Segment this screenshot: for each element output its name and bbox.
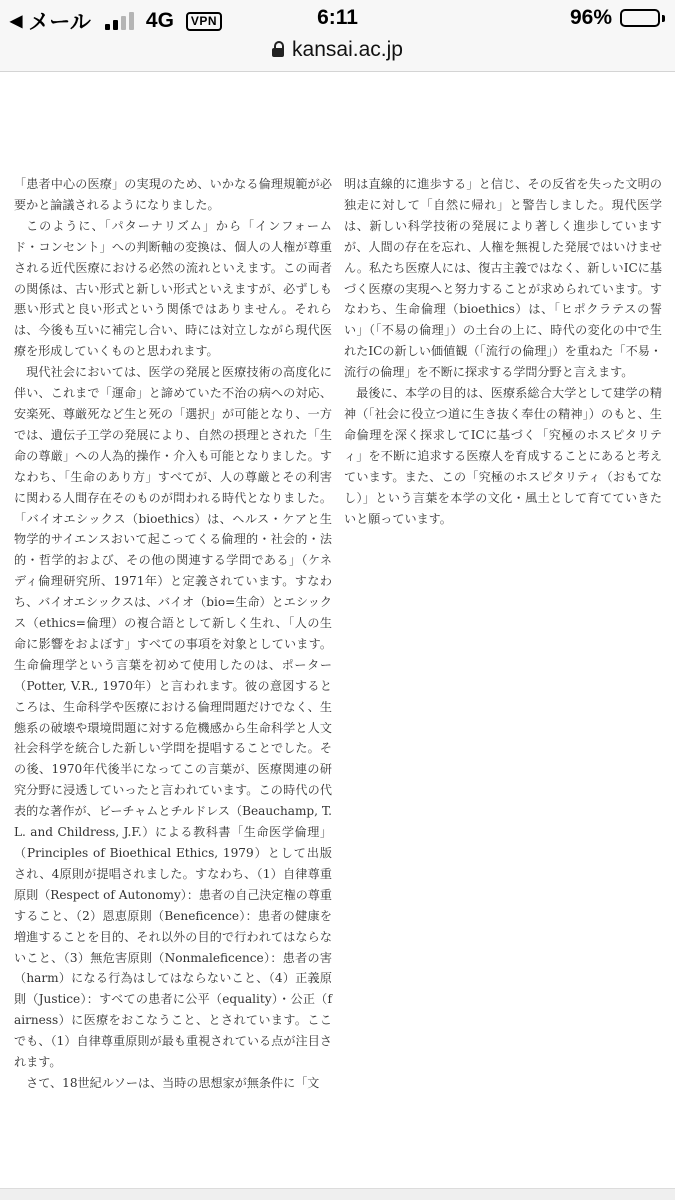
clock: 6:11: [317, 6, 358, 29]
paragraph: 明は直線的に進歩する」と信じ、その反省を失った文明の独走に対して「自然に帰れ」と警告しました。現代医学は、新しい科学技術の発展により著しく進歩していますが、人間の存在を忘れ、人権を無視した発展ではいけません。私たち医療人には、復古主義ではなく、新しいICに基づく医療の実現へと努力することが求められています。すなわち、生命倫理（bioethics）は、「ヒポクラテスの誓い」（「不易の倫理」）の土台の上に、時代の変化の中で生れたICの新しい価値観（「流行の倫理」）を重ねた「不易・流行の倫理」を不断に探求する学問分野と言えます。: [344, 177, 662, 380]
right-column: [344, 174, 662, 529]
paragraph: さて、18世紀ルソーは、当時の思想家が無条件に「文: [26, 1075, 320, 1090]
url-domain: kansai.ac.jp: [292, 38, 403, 61]
paragraph: このように、「パターナリズム」から「インフォームド・コンセント」への判断軸の変換は、個人の人権が尊重される近代医療における必然の流れといえます。この両者の関係は、古い形式と新しい形式といえますが、必ずしも悪い形式と良い形式という関係ではありません。それらは、今後も互いに補完し合い、時には対立しながら現代医療を形成していくものと思われます。: [14, 218, 332, 359]
network-type: 4G: [145, 9, 174, 32]
bottom-toolbar: [0, 1188, 675, 1200]
back-arrow-icon: ◀: [10, 13, 23, 30]
back-label: メール: [28, 11, 91, 34]
paragraph: 最後に、本学の目的は、医療系総合大学として建学の精神（「社会に役立つ道に生き抜く奉仕の精神」）のもと、生命倫理を深く探求してICに基づく「究極のホスピタリティ」を不断に追求する医療人を育成することにあると考えています。また、この「究極のホスピタリティ（おもてなし）」という言葉を本学の文化・風土として育てていきたいと願っています。: [344, 386, 662, 526]
lock-icon: [272, 41, 284, 57]
battery-indicator: [570, 6, 665, 30]
status-row: [0, 4, 675, 34]
paragraph: 現代社会においては、医学の発展と医療技術の高度化に伴い、これまで「運命」と諦めていた不治の病への対応、安楽死、尊厳死など生と死の「選択」が可能となり、一方では、遺伝子工学の発展により、自然の摂理とされた「生命の尊厳」への人為的操作・介入も可能となりました。すなわち、「生命のあり方」すべてが、人の尊厳とその利害に関わる人間存在そのものが問われる時代となりました。「バイオエシックス（bioethics）は、ヘルス・ケアと生物学的サイエンスおいて起こってくる倫理的・社会的・法的・哲学的および、その他の関連する学問である」（ケネディ倫理研究所、1971年）と定義されています。すなわち、バイオエシックスは、バイオ（bio=生命）とエシックス（ethics=倫理）の複合語として新しく生れ、「人の生命に影響をおよぼす」すべての事項を対象としています。生命倫理学という言葉を初めて使用したのは、ポーター（Potter, V.R., 1970年）と言われます。彼の意図するところは、生命科学や医療における倫理問題だけでなく、生態系の破壊や環境問題に対する危機感から生命科学と人文社会科学を統合した新しい学問を提唱することでした。その後、1970年代後半になってこの言葉が、医療関連の研究分野に浸透していったと言われています。この時代の代表的な著作が、ビーチャムとチルドレス（Beauchamp, T.L. and Childress, J.F.）による教科書「生命医学倫理」（Principles of Bioethical Ethics, 1979）として出版され、4原則が提唱されました。すなわち、（1）自律尊重原則（Respect of Autonomy）：患者の自己決定権の尊重すること、（2）恩恵原則（Beneficence）：患者の健康を増進することを目的、それ以外の目的で行われてはならないこと、（3）無危害原則（Nonmaleficence）：患者の害（harm）になる行為はしてはならないこと、（4）正義原則（Justice）：すべての患者に公平（equality）・公正（fairness）に医療をおこなうこと、とされています。ここでも、（1）自律尊重原則が最も重視されている点が注目されます。: [14, 365, 332, 1070]
battery-percent: 96%: [569, 6, 612, 29]
paragraph: 「患者中心の医療」の実現のため、いかなる倫理規範が必要かと論議されるようになりました。: [14, 177, 332, 212]
left-column: [14, 174, 332, 1094]
document-page[interactable]: [0, 72, 675, 1188]
status-bar: [0, 0, 675, 72]
url-bar[interactable]: [0, 38, 675, 62]
vpn-badge: VPN: [186, 12, 222, 31]
battery-icon: [620, 9, 665, 27]
